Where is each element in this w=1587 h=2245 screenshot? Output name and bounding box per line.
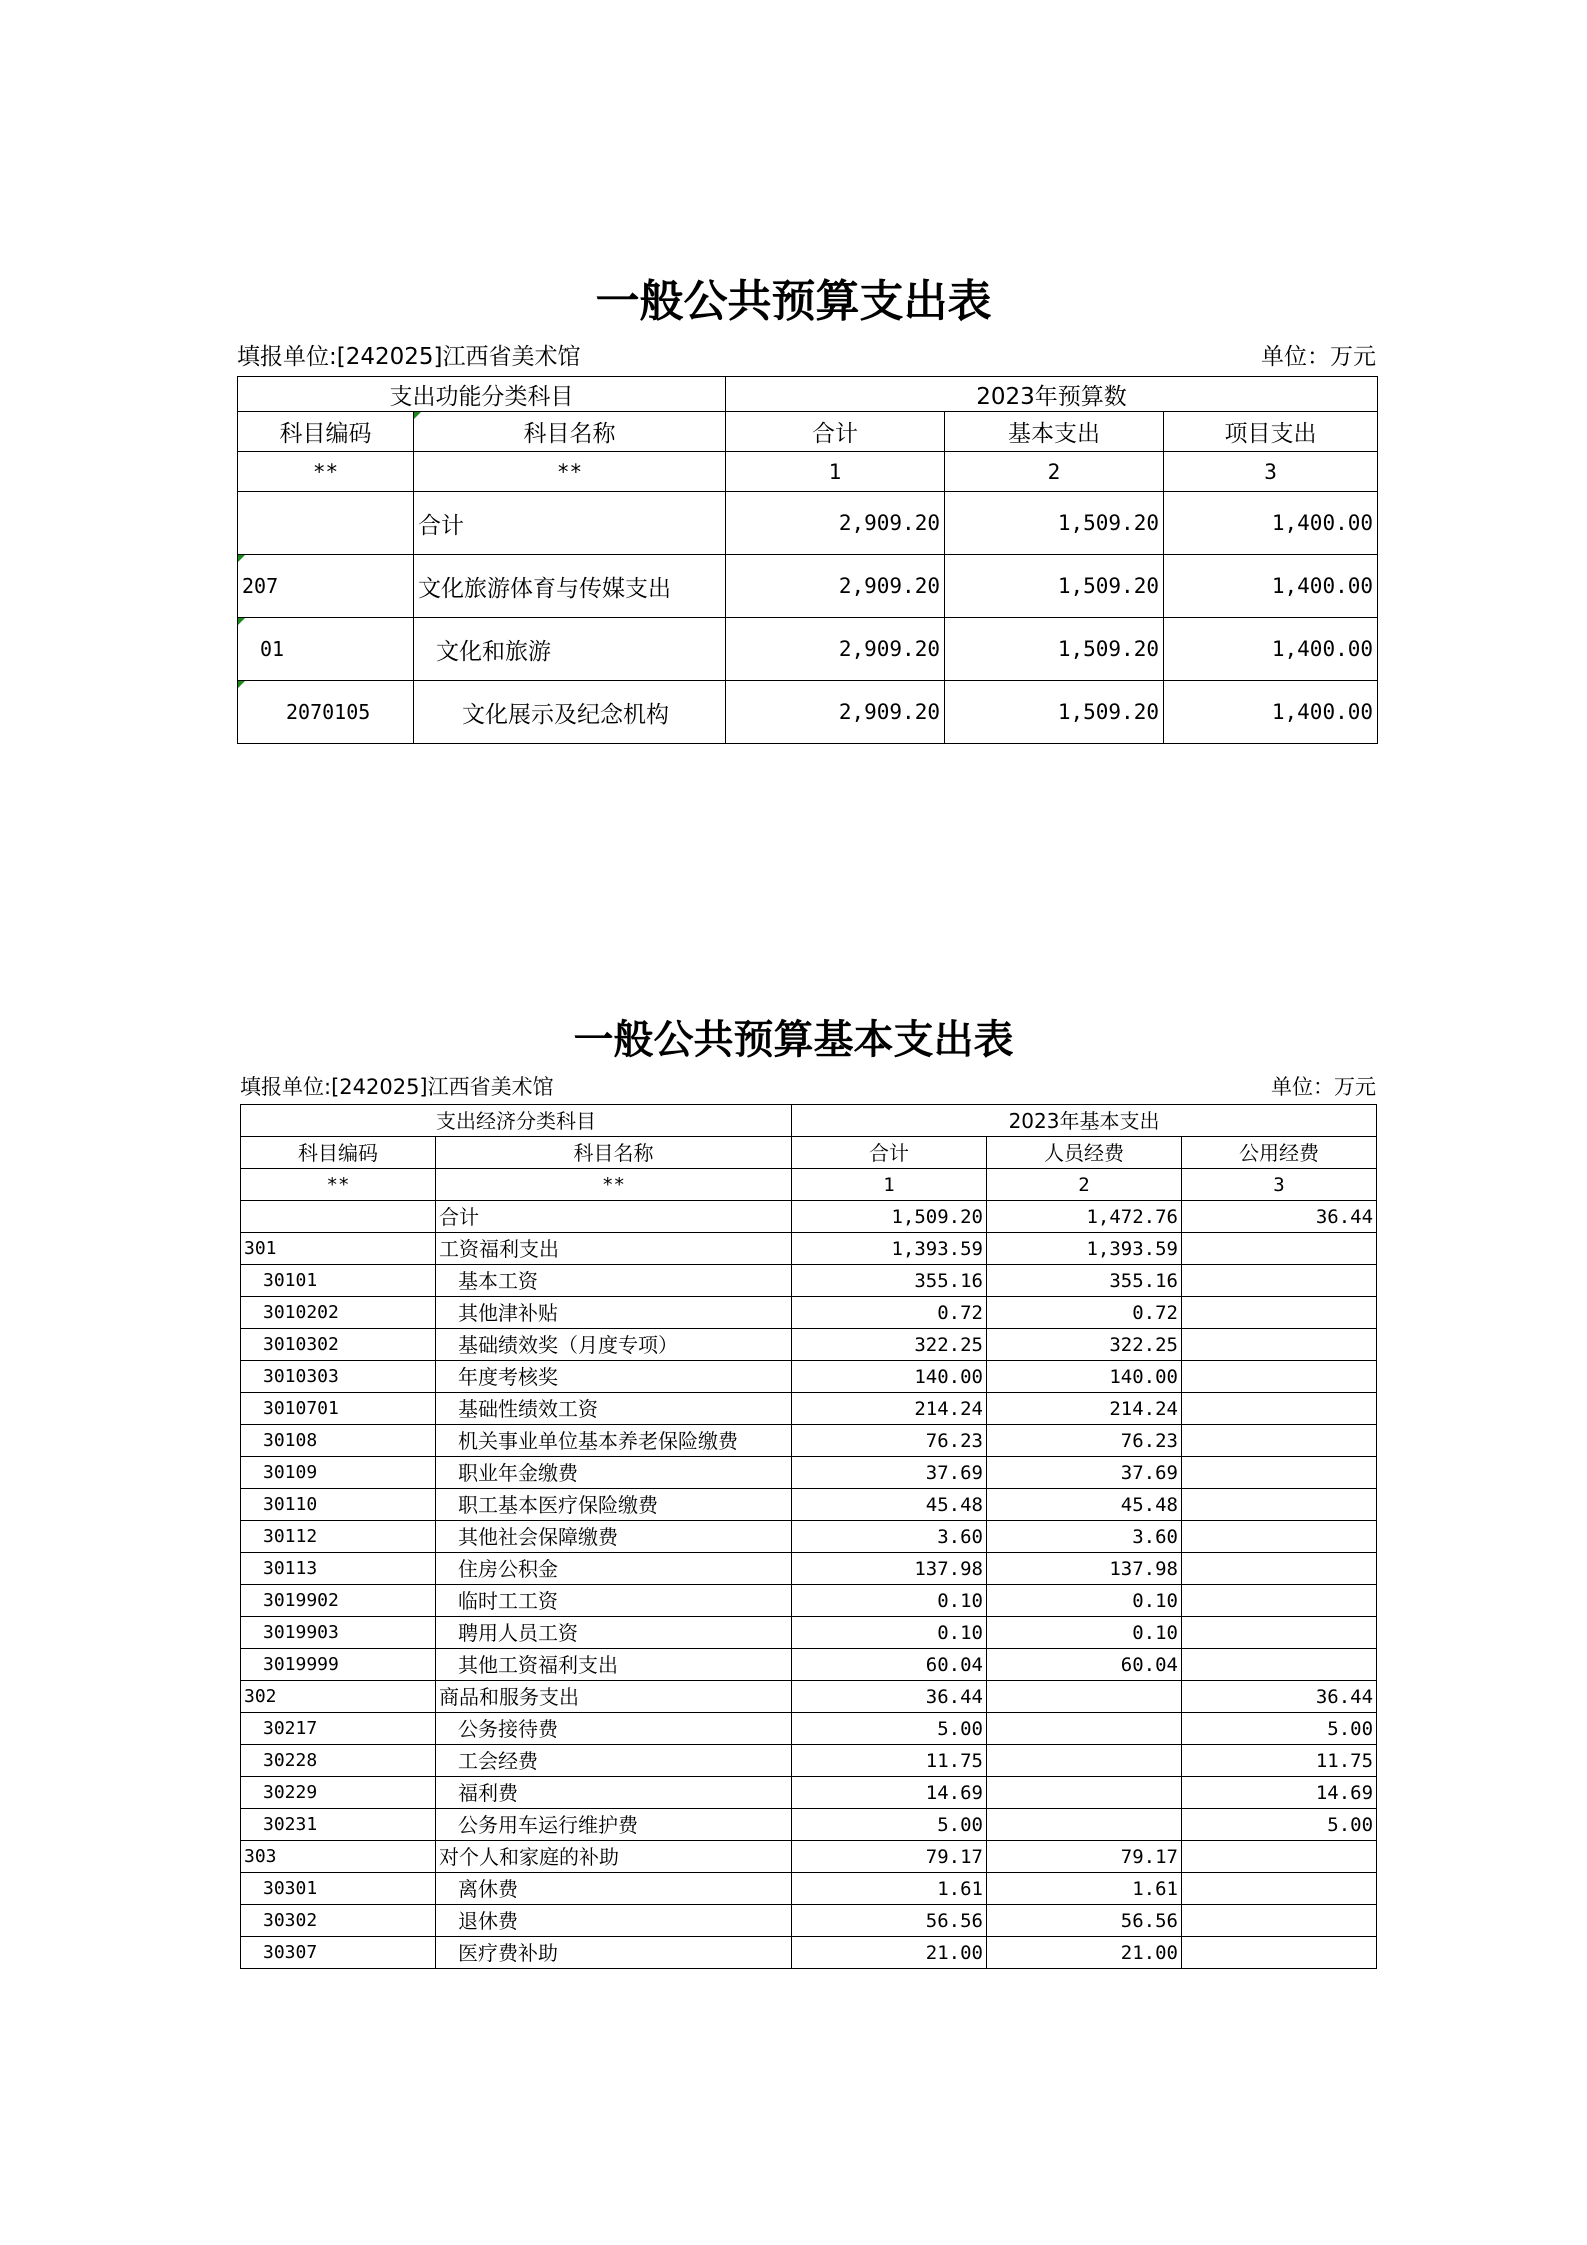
code-cell: 30217 — [241, 1713, 436, 1745]
personnel-cell: 355.16 — [987, 1265, 1182, 1297]
total-cell: 1.61 — [792, 1873, 987, 1905]
total-cell: 2,909.20 — [726, 492, 945, 555]
total-cell: 2,909.20 — [726, 555, 945, 618]
table2-title: 一般公共预算基本支出表 — [573, 1016, 1014, 1063]
name-cell: 对个人和家庭的补助 — [436, 1841, 792, 1873]
col-header-total: 合计 — [726, 412, 945, 452]
code-cell: 3010202 — [241, 1297, 436, 1329]
code-cell: 30229 — [241, 1777, 436, 1809]
col-header-public: 公用经费 — [1182, 1137, 1377, 1169]
code-cell: 3019999 — [241, 1649, 436, 1681]
general-budget-expenditure-table — [237, 376, 1378, 744]
table1-currency-unit: 单位：万元 — [1261, 344, 1376, 370]
name-cell: 职业年金缴费 — [436, 1457, 792, 1489]
code-cell: 3019903 — [241, 1617, 436, 1649]
table-row — [241, 1937, 1377, 1969]
name-cell: 工资福利支出 — [436, 1233, 792, 1265]
total-cell: 60.04 — [792, 1649, 987, 1681]
header-group-row — [238, 377, 1378, 412]
header-group-economic: 支出经济分类科目 — [241, 1105, 792, 1137]
col-header-total: 合计 — [792, 1137, 987, 1169]
name-cell: 工会经费 — [436, 1745, 792, 1777]
public-cell — [1182, 1617, 1377, 1649]
public-cell — [1182, 1873, 1377, 1905]
table2-body — [241, 1201, 1377, 1969]
code-cell: 30302 — [241, 1905, 436, 1937]
table-row — [238, 555, 1378, 618]
table2-currency-unit: 单位：万元 — [1271, 1075, 1376, 1099]
header-group-row — [241, 1105, 1377, 1137]
total-cell: 76.23 — [792, 1425, 987, 1457]
personnel-cell — [987, 1745, 1182, 1777]
name-cell: 福利费 — [436, 1777, 792, 1809]
code-cell: 3010701 — [241, 1393, 436, 1425]
index-cell: 1 — [792, 1169, 987, 1201]
total-cell: 0.72 — [792, 1297, 987, 1329]
total-cell: 5.00 — [792, 1713, 987, 1745]
public-cell — [1182, 1457, 1377, 1489]
total-cell: 0.10 — [792, 1585, 987, 1617]
personnel-cell: 322.25 — [987, 1329, 1182, 1361]
personnel-cell — [987, 1777, 1182, 1809]
public-cell — [1182, 1937, 1377, 1969]
index-cell: 2 — [987, 1169, 1182, 1201]
total-cell: 2,909.20 — [726, 681, 945, 744]
personnel-cell: 45.48 — [987, 1489, 1182, 1521]
basic-cell: 1,509.20 — [945, 618, 1164, 681]
name-cell: 医疗费补助 — [436, 1937, 792, 1969]
header-group-basic: 2023年基本支出 — [792, 1105, 1377, 1137]
total-cell: 14.69 — [792, 1777, 987, 1809]
table-row — [241, 1393, 1377, 1425]
col-header-code: 科目编码 — [238, 412, 414, 452]
code-cell: 30101 — [241, 1265, 436, 1297]
name-cell: 基础性绩效工资 — [436, 1393, 792, 1425]
index-row — [238, 452, 1378, 492]
name-cell: 商品和服务支出 — [436, 1681, 792, 1713]
public-cell — [1182, 1489, 1377, 1521]
public-cell — [1182, 1393, 1377, 1425]
code-cell: 01 — [238, 618, 414, 681]
name-cell: 其他工资福利支出 — [436, 1649, 792, 1681]
personnel-cell: 1,393.59 — [987, 1233, 1182, 1265]
table-row — [241, 1841, 1377, 1873]
public-cell: 11.75 — [1182, 1745, 1377, 1777]
table-row — [238, 492, 1378, 555]
name-cell: 其他社会保障缴费 — [436, 1521, 792, 1553]
code-cell: 30228 — [241, 1745, 436, 1777]
public-cell — [1182, 1905, 1377, 1937]
name-cell: 其他津补贴 — [436, 1297, 792, 1329]
public-cell — [1182, 1329, 1377, 1361]
code-cell: 30109 — [241, 1457, 436, 1489]
name-cell: 文化旅游体育与传媒支出 — [414, 555, 726, 618]
code-cell: 30301 — [241, 1873, 436, 1905]
code-cell: 30231 — [241, 1809, 436, 1841]
personnel-cell: 60.04 — [987, 1649, 1182, 1681]
index-cell: ** — [241, 1169, 436, 1201]
table-row — [241, 1329, 1377, 1361]
personnel-cell — [987, 1713, 1182, 1745]
total-cell: 1,509.20 — [792, 1201, 987, 1233]
total-cell: 214.24 — [792, 1393, 987, 1425]
table-row — [241, 1521, 1377, 1553]
total-cell: 140.00 — [792, 1361, 987, 1393]
col-header-personnel: 人员经费 — [987, 1137, 1182, 1169]
personnel-cell: 214.24 — [987, 1393, 1182, 1425]
basic-cell: 1,509.20 — [945, 681, 1164, 744]
public-cell: 5.00 — [1182, 1713, 1377, 1745]
table-row — [241, 1681, 1377, 1713]
total-cell: 137.98 — [792, 1553, 987, 1585]
personnel-cell: 1,472.76 — [987, 1201, 1182, 1233]
personnel-cell: 56.56 — [987, 1905, 1182, 1937]
total-cell: 322.25 — [792, 1329, 987, 1361]
name-cell: 基础绩效奖（月度专项） — [436, 1329, 792, 1361]
index-cell: ** — [414, 452, 726, 492]
table-row — [241, 1617, 1377, 1649]
personnel-cell: 140.00 — [987, 1361, 1182, 1393]
total-cell: 2,909.20 — [726, 618, 945, 681]
public-cell: 36.44 — [1182, 1681, 1377, 1713]
public-cell: 5.00 — [1182, 1809, 1377, 1841]
col-header-name: 科目名称 — [414, 412, 726, 452]
index-row — [241, 1169, 1377, 1201]
public-cell — [1182, 1841, 1377, 1873]
personnel-cell — [987, 1809, 1182, 1841]
name-cell: 住房公积金 — [436, 1553, 792, 1585]
total-cell: 0.10 — [792, 1617, 987, 1649]
personnel-cell: 0.10 — [987, 1585, 1182, 1617]
basic-cell: 1,509.20 — [945, 492, 1164, 555]
code-cell: 30113 — [241, 1553, 436, 1585]
header-row — [238, 412, 1378, 452]
code-cell: 3010302 — [241, 1329, 436, 1361]
table-row — [241, 1649, 1377, 1681]
table-row — [241, 1585, 1377, 1617]
personnel-cell: 37.69 — [987, 1457, 1182, 1489]
table-row — [241, 1233, 1377, 1265]
name-cell: 聘用人员工资 — [436, 1617, 792, 1649]
table2-reporting-unit: 填报单位:[242025]江西省美术馆 — [240, 1075, 554, 1099]
public-cell — [1182, 1297, 1377, 1329]
total-cell: 79.17 — [792, 1841, 987, 1873]
total-cell: 1,393.59 — [792, 1233, 987, 1265]
col-header-project: 项目支出 — [1164, 412, 1378, 452]
personnel-cell: 0.10 — [987, 1617, 1182, 1649]
public-cell — [1182, 1265, 1377, 1297]
name-cell: 离休费 — [436, 1873, 792, 1905]
header-row — [241, 1137, 1377, 1169]
total-cell: 5.00 — [792, 1809, 987, 1841]
code-cell — [238, 492, 414, 555]
code-cell: 301 — [241, 1233, 436, 1265]
name-cell: 年度考核奖 — [436, 1361, 792, 1393]
project-cell: 1,400.00 — [1164, 618, 1378, 681]
table-row — [241, 1713, 1377, 1745]
code-cell: 2070105 — [238, 681, 414, 744]
index-cell: 3 — [1182, 1169, 1377, 1201]
public-cell: 14.69 — [1182, 1777, 1377, 1809]
public-cell — [1182, 1361, 1377, 1393]
name-cell: 文化和旅游 — [414, 618, 726, 681]
personnel-cell: 21.00 — [987, 1937, 1182, 1969]
col-header-basic: 基本支出 — [945, 412, 1164, 452]
total-cell: 3.60 — [792, 1521, 987, 1553]
name-cell: 基本工资 — [436, 1265, 792, 1297]
header-group-function: 支出功能分类科目 — [238, 377, 726, 412]
table-row — [241, 1489, 1377, 1521]
project-cell: 1,400.00 — [1164, 555, 1378, 618]
public-cell — [1182, 1521, 1377, 1553]
table-row — [241, 1425, 1377, 1457]
table-row — [241, 1905, 1377, 1937]
code-cell: 207 — [238, 555, 414, 618]
table-row — [241, 1809, 1377, 1841]
table-row — [241, 1297, 1377, 1329]
total-cell: 45.48 — [792, 1489, 987, 1521]
total-cell: 355.16 — [792, 1265, 987, 1297]
total-cell: 21.00 — [792, 1937, 987, 1969]
personnel-cell: 79.17 — [987, 1841, 1182, 1873]
name-cell: 公务用车运行维护费 — [436, 1809, 792, 1841]
table-row — [241, 1201, 1377, 1233]
name-cell: 临时工工资 — [436, 1585, 792, 1617]
table-row — [241, 1777, 1377, 1809]
name-cell: 文化展示及纪念机构 — [414, 681, 726, 744]
total-cell: 11.75 — [792, 1745, 987, 1777]
code-cell — [241, 1201, 436, 1233]
table1-reporting-unit: 填报单位:[242025]江西省美术馆 — [237, 344, 581, 370]
basic-cell: 1,509.20 — [945, 555, 1164, 618]
public-cell — [1182, 1553, 1377, 1585]
name-cell: 退休费 — [436, 1905, 792, 1937]
table-row — [238, 618, 1378, 681]
table-row — [241, 1873, 1377, 1905]
index-cell: ** — [436, 1169, 792, 1201]
personnel-cell: 76.23 — [987, 1425, 1182, 1457]
table-row — [241, 1265, 1377, 1297]
personnel-cell — [987, 1681, 1182, 1713]
col-header-code: 科目编码 — [241, 1137, 436, 1169]
index-cell: 1 — [726, 452, 945, 492]
code-cell: 30307 — [241, 1937, 436, 1969]
code-cell: 30110 — [241, 1489, 436, 1521]
code-cell: 303 — [241, 1841, 436, 1873]
code-cell: 30108 — [241, 1425, 436, 1457]
total-cell: 37.69 — [792, 1457, 987, 1489]
name-cell: 职工基本医疗保险缴费 — [436, 1489, 792, 1521]
public-cell — [1182, 1233, 1377, 1265]
public-cell — [1182, 1649, 1377, 1681]
personnel-cell: 3.60 — [987, 1521, 1182, 1553]
table-row — [238, 681, 1378, 744]
project-cell: 1,400.00 — [1164, 681, 1378, 744]
col-header-name: 科目名称 — [436, 1137, 792, 1169]
name-cell: 机关事业单位基本养老保险缴费 — [436, 1425, 792, 1457]
index-cell: 2 — [945, 452, 1164, 492]
name-cell: 合计 — [436, 1201, 792, 1233]
personnel-cell: 0.72 — [987, 1297, 1182, 1329]
public-cell: 36.44 — [1182, 1201, 1377, 1233]
table1-title: 一般公共预算支出表 — [595, 276, 992, 327]
public-cell — [1182, 1425, 1377, 1457]
public-cell — [1182, 1585, 1377, 1617]
code-cell: 3019902 — [241, 1585, 436, 1617]
code-cell: 302 — [241, 1681, 436, 1713]
index-cell: 3 — [1164, 452, 1378, 492]
name-cell: 公务接待费 — [436, 1713, 792, 1745]
project-cell: 1,400.00 — [1164, 492, 1378, 555]
total-cell: 36.44 — [792, 1681, 987, 1713]
code-cell: 30112 — [241, 1521, 436, 1553]
table-row — [241, 1553, 1377, 1585]
index-cell: ** — [238, 452, 414, 492]
header-group-budget: 2023年预算数 — [726, 377, 1378, 412]
personnel-cell: 1.61 — [987, 1873, 1182, 1905]
table-row — [241, 1745, 1377, 1777]
general-budget-basic-expenditure-table — [240, 1104, 1377, 1969]
total-cell: 56.56 — [792, 1905, 987, 1937]
table-row — [241, 1457, 1377, 1489]
table-row — [241, 1361, 1377, 1393]
name-cell: 合计 — [414, 492, 726, 555]
code-cell: 3010303 — [241, 1361, 436, 1393]
personnel-cell: 137.98 — [987, 1553, 1182, 1585]
